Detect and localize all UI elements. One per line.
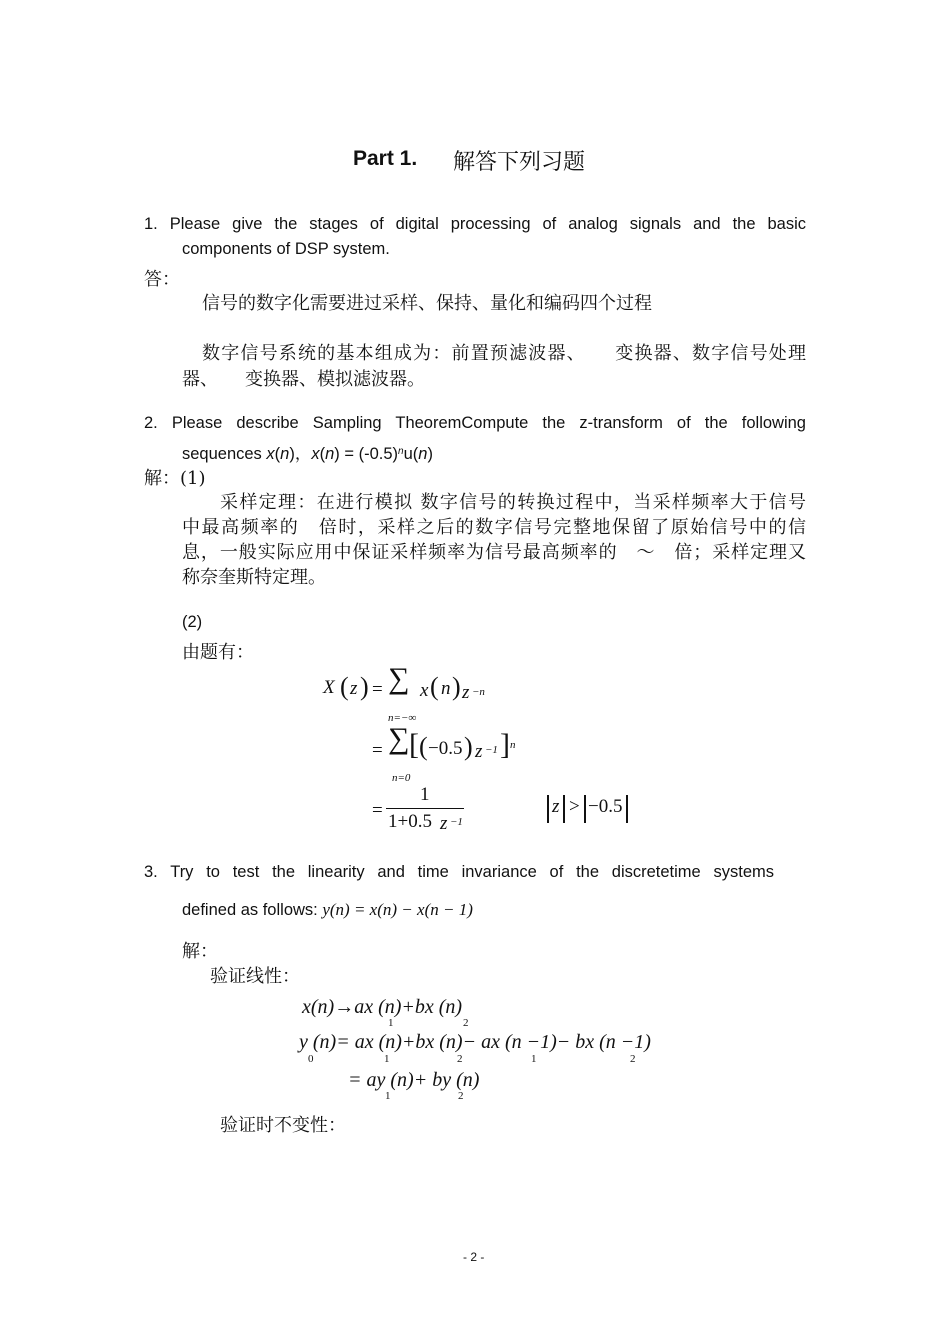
q2-sampling-line4: 称奈奎斯特定理。 [182,567,326,588]
abs-bar [584,795,586,823]
abs-bar [563,795,565,823]
q3-verify-time-invariance: 验证时不变性： [220,1115,346,1136]
q2-sampling-line2: 中最高频率的 倍时，采样之后的数字信号完整地保留了原始信号中的信 [182,517,806,538]
abs-bar [626,795,628,823]
q1-answer-p2-line2: 器、 变换器、模拟滤波器。 [182,369,425,390]
q2-given: 由题有： [182,642,254,663]
abs-bar [547,795,549,823]
q1-line2: components of DSP system. [182,240,390,258]
page-title: 解答下列习题 [453,150,586,175]
q3-line1: 3. Try to test the linearity and time invariance of the discretetime systems [144,863,774,881]
q2-answer-label: 解：(1) [144,468,206,489]
q2-line2: sequences x(n)，$x(n) = (-0.5)^nu(n)$ [182,445,433,463]
page-number: - 2 - [463,1250,485,1264]
q2-sampling-line3: 息，一般实际应用中保证采样频率为信号最高频率的 ～ 倍；采样定理又 [182,542,806,563]
q1-answer-p2-line1: 数字信号系统的基本组成为：前置预滤波器、 变换器、数字信号处理 [202,343,806,364]
q1-answer-p1: 信号的数字化需要进过采样、保持、量化和编码四个过程 [202,293,652,314]
q3-answer-label: 解： [182,941,218,962]
q2-part2-label: (2) [182,613,203,631]
q3-verify-linearity: 验证线性： [210,966,300,987]
part-label: Part 1. [353,147,418,170]
q1-line1: 1. Please give the stages of digital processing of analog signals and the basic [144,215,806,233]
q2-sampling-line1: 采样定理：在进行模拟 数字信号的转换过程中，当采样频率大于信号 [220,492,806,513]
q3-line2: defined as follows: y(n) = x(n) − x(n − 1) [182,900,473,919]
q1-answer-label: 答： [144,269,180,290]
q2-line1: 2. Please describe Sampling TheoremCompute the z-transform of the following [144,414,806,432]
fraction-bar [386,808,464,809]
